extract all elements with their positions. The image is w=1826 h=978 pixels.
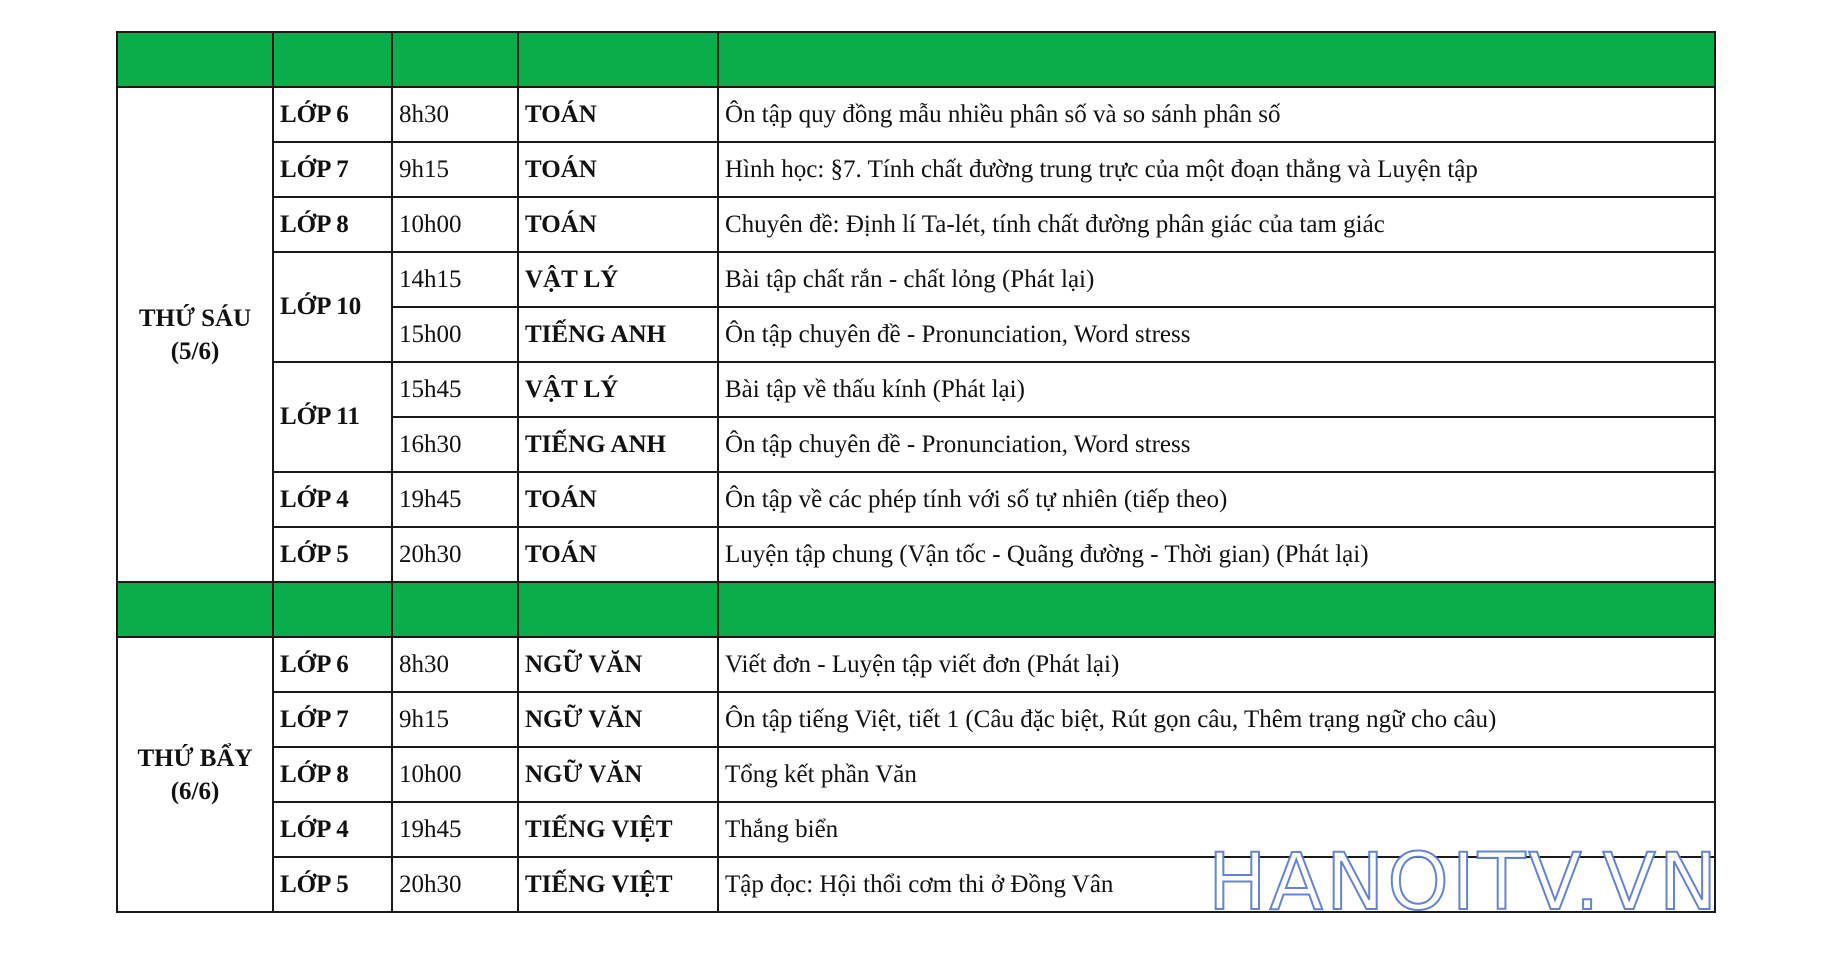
grade-cell: LỚP 8	[273, 747, 392, 802]
time-cell: 20h30	[392, 857, 518, 912]
content-cell: Ôn tập quy đồng mẫu nhiều phân số và so sánh phân số	[718, 87, 1715, 142]
table-row	[117, 637, 1715, 692]
header-row	[117, 32, 1715, 87]
table-row	[117, 197, 1715, 252]
header-cell	[117, 582, 273, 637]
subject-cell: TOÁN	[518, 142, 718, 197]
header-cell	[392, 32, 518, 87]
subject-cell: NGỮ VĂN	[518, 747, 718, 802]
time-cell: 19h45	[392, 802, 518, 857]
content-cell: Bài tập về thấu kính (Phát lại)	[718, 362, 1715, 417]
time-cell: 9h15	[392, 142, 518, 197]
schedule-table	[116, 31, 1716, 913]
day-cell-saturday	[117, 637, 273, 912]
table-row	[117, 747, 1715, 802]
table-row	[117, 87, 1715, 142]
time-cell: 20h30	[392, 527, 518, 582]
subject-cell: TIẾNG VIỆT	[518, 802, 718, 857]
time-cell: 16h30	[392, 417, 518, 472]
subject-cell: NGỮ VĂN	[518, 637, 718, 692]
grade-cell: LỚP 6	[273, 87, 392, 142]
table-row	[117, 472, 1715, 527]
header-cell	[718, 32, 1715, 87]
grade-cell: LỚP 4	[273, 472, 392, 527]
content-cell: Ôn tập chuyên đề - Pronunciation, Word stress	[718, 307, 1715, 362]
grade-cell: LỚP 11	[273, 362, 392, 472]
table-row	[117, 527, 1715, 582]
header-cell	[392, 582, 518, 637]
day-label: THỨ BẨY	[137, 744, 253, 772]
time-cell: 14h15	[392, 252, 518, 307]
subject-cell: TOÁN	[518, 527, 718, 582]
grade-cell: LỚP 8	[273, 197, 392, 252]
day-cell-friday	[117, 87, 273, 582]
day-date: (5/6)	[170, 337, 220, 365]
table-row	[117, 362, 1715, 417]
time-cell: 19h45	[392, 472, 518, 527]
grade-cell: LỚP 5	[273, 527, 392, 582]
content-cell: Ôn tập về các phép tính với số tự nhiên (tiếp theo)	[718, 472, 1715, 527]
time-cell: 10h00	[392, 747, 518, 802]
header-cell	[518, 32, 718, 87]
subject-cell: TOÁN	[518, 472, 718, 527]
time-cell: 15h45	[392, 362, 518, 417]
header-cell	[518, 582, 718, 637]
hanoitv-watermark: HANOITV.VN	[1208, 838, 1721, 928]
content-cell: Chuyên đề: Định lí Ta-lét, tính chất đường phân giác của tam giác	[718, 197, 1715, 252]
header-cell	[273, 32, 392, 87]
subject-cell: TOÁN	[518, 87, 718, 142]
time-cell: 8h30	[392, 637, 518, 692]
content-cell: Tập đọc: Hội thổi cơm thi ở Đồng Vân	[718, 857, 1715, 912]
header-cell	[117, 32, 273, 87]
time-cell: 8h30	[392, 87, 518, 142]
grade-cell: LỚP 5	[273, 857, 392, 912]
subject-cell: TIẾNG VIỆT	[518, 857, 718, 912]
grade-cell: LỚP 6	[273, 637, 392, 692]
time-cell: 10h00	[392, 197, 518, 252]
grade-cell: LỚP 7	[273, 692, 392, 747]
content-cell: Hình học: §7. Tính chất đường trung trực của một đoạn thẳng và Luyện tập	[718, 142, 1715, 197]
content-cell: Bài tập chất rắn - chất lỏng (Phát lại)	[718, 252, 1715, 307]
subject-cell: TOÁN	[518, 197, 718, 252]
content-cell: Ôn tập chuyên đề - Pronunciation, Word stress	[718, 417, 1715, 472]
header-cell	[273, 582, 392, 637]
subject-cell: NGỮ VĂN	[518, 692, 718, 747]
subject-cell: TIẾNG ANH	[518, 417, 718, 472]
time-cell: 15h00	[392, 307, 518, 362]
header-row	[117, 582, 1715, 637]
header-cell	[718, 582, 1715, 637]
grade-cell: LỚP 4	[273, 802, 392, 857]
content-cell: Luyện tập chung (Vận tốc - Quãng đường - Thời gian) (Phát lại)	[718, 527, 1715, 582]
content-cell: Thắng biển	[718, 802, 1715, 857]
content-cell: Ôn tập tiếng Việt, tiết 1 (Câu đặc biệt, Rút gọn câu, Thêm trạng ngữ cho câu)	[718, 692, 1715, 747]
grade-cell: LỚP 7	[273, 142, 392, 197]
time-cell: 9h15	[392, 692, 518, 747]
grade-cell: LỚP 10	[273, 252, 392, 362]
table-row	[117, 142, 1715, 197]
day-label: THỨ SÁU	[138, 304, 252, 332]
day-date: (6/6)	[170, 777, 220, 805]
content-cell: Viết đơn - Luyện tập viết đơn (Phát lại)	[718, 637, 1715, 692]
table-row	[117, 252, 1715, 307]
content-cell: Tổng kết phần Văn	[718, 747, 1715, 802]
subject-cell: VẬT LÝ	[518, 362, 718, 417]
subject-cell: TIẾNG ANH	[518, 307, 718, 362]
table-row	[117, 692, 1715, 747]
subject-cell: VẬT LÝ	[518, 252, 718, 307]
